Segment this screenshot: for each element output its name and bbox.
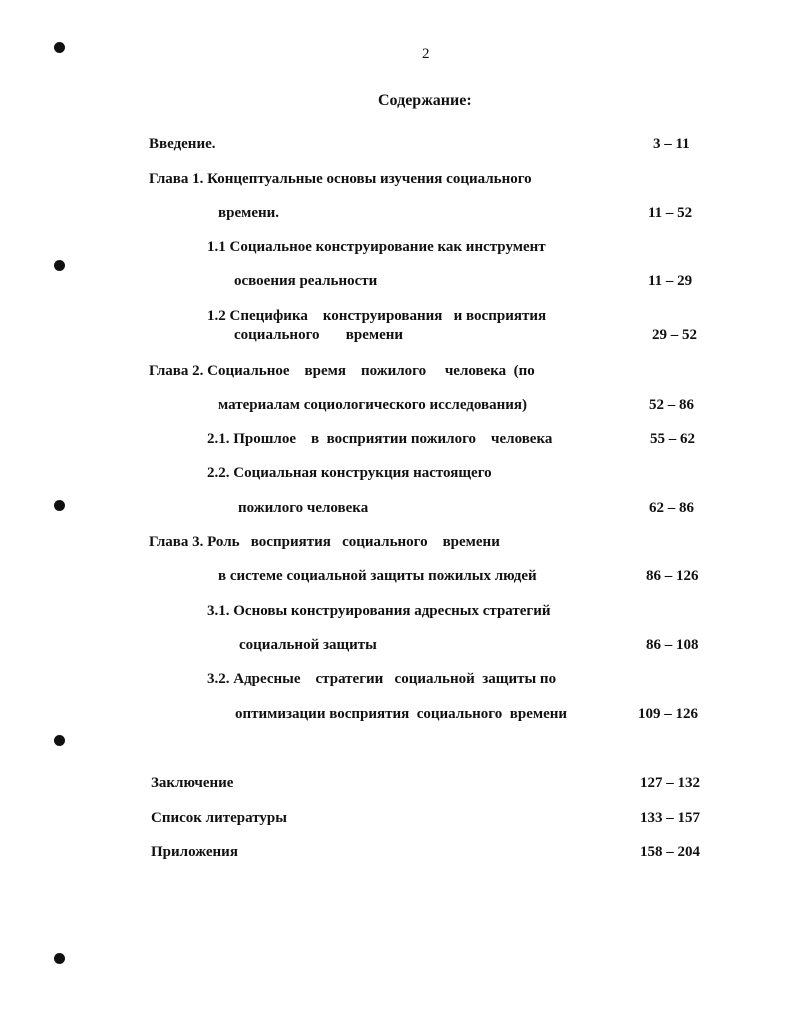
toc-entry-chapter-2: Глава 2. Социальное время пожилого человека (по bbox=[149, 363, 535, 379]
toc-entry-section-3-2-cont: оптимизации восприятия социального времени bbox=[235, 706, 568, 722]
toc-pages-chapter-1: 11 – 52 bbox=[648, 205, 693, 221]
binder-hole-icon bbox=[54, 953, 65, 964]
toc-entry-intro: Введение. bbox=[149, 136, 216, 152]
toc-entry-appendices: Приложения bbox=[151, 844, 238, 860]
toc-entry-section-1-2-cont: социального времени bbox=[234, 327, 404, 343]
toc-entry-section-2-2-cont: пожилого человека bbox=[238, 500, 369, 516]
binder-hole-icon bbox=[54, 735, 65, 746]
toc-pages-section-2-1: 55 – 62 bbox=[650, 431, 695, 447]
toc-entry-section-3-1-cont: социальной защиты bbox=[239, 637, 377, 653]
toc-entry-section-2-1: 2.1. Прошлое в восприятии пожилого человека bbox=[207, 431, 553, 447]
toc-pages-section-1-2: 29 – 52 bbox=[652, 327, 697, 343]
toc-entry-references: Список литературы bbox=[151, 810, 287, 826]
toc-entry-section-3-1: 3.1. Основы конструирования адресных стратегий bbox=[207, 603, 551, 619]
toc-entry-section-1-1-cont: освоения реальности bbox=[234, 273, 378, 289]
toc-pages-section-2-2: 62 – 86 bbox=[649, 500, 694, 516]
toc-pages-intro: 3 – 11 bbox=[653, 136, 690, 152]
toc-entry-section-1-1: 1.1 Социальное конструирование как инструмент bbox=[207, 239, 546, 255]
toc-entry-chapter-2-cont: материалам социологического исследования) bbox=[218, 397, 528, 413]
toc-pages-section-3-2: 109 – 126 bbox=[638, 706, 698, 722]
toc-pages-conclusion: 127 – 132 bbox=[640, 775, 700, 791]
toc-pages-references: 133 – 157 bbox=[640, 810, 700, 826]
toc-entry-section-2-2: 2.2. Социальная конструкция настоящего bbox=[207, 465, 492, 481]
toc-entry-conclusion: Заключение bbox=[151, 775, 234, 791]
binder-hole-icon bbox=[54, 260, 65, 271]
toc-entry-chapter-3: Глава 3. Роль восприятия социального времени bbox=[149, 534, 500, 550]
binder-hole-icon bbox=[54, 42, 65, 53]
page-title: Содержание: bbox=[378, 92, 472, 109]
toc-entry-chapter-1-cont: времени. bbox=[218, 205, 280, 221]
toc-pages-section-1-1: 11 – 29 bbox=[648, 273, 693, 289]
toc-entry-section-3-2: 3.2. Адресные стратегии социальной защиты по bbox=[207, 671, 557, 687]
toc-entry-chapter-1: Глава 1. Концептуальные основы изучения социального bbox=[149, 171, 532, 187]
page-number: 2 bbox=[422, 46, 430, 62]
binder-hole-icon bbox=[54, 500, 65, 511]
toc-entry-section-1-2: 1.2 Специфика конструирования и восприятия bbox=[207, 308, 547, 324]
toc-entry-chapter-3-cont: в системе социальной защиты пожилых людей bbox=[218, 568, 537, 584]
toc-pages-chapter-3: 86 – 126 bbox=[646, 568, 699, 584]
toc-pages-section-3-1: 86 – 108 bbox=[646, 637, 699, 653]
toc-pages-chapter-2: 52 – 86 bbox=[649, 397, 694, 413]
toc-pages-appendices: 158 – 204 bbox=[640, 844, 700, 860]
